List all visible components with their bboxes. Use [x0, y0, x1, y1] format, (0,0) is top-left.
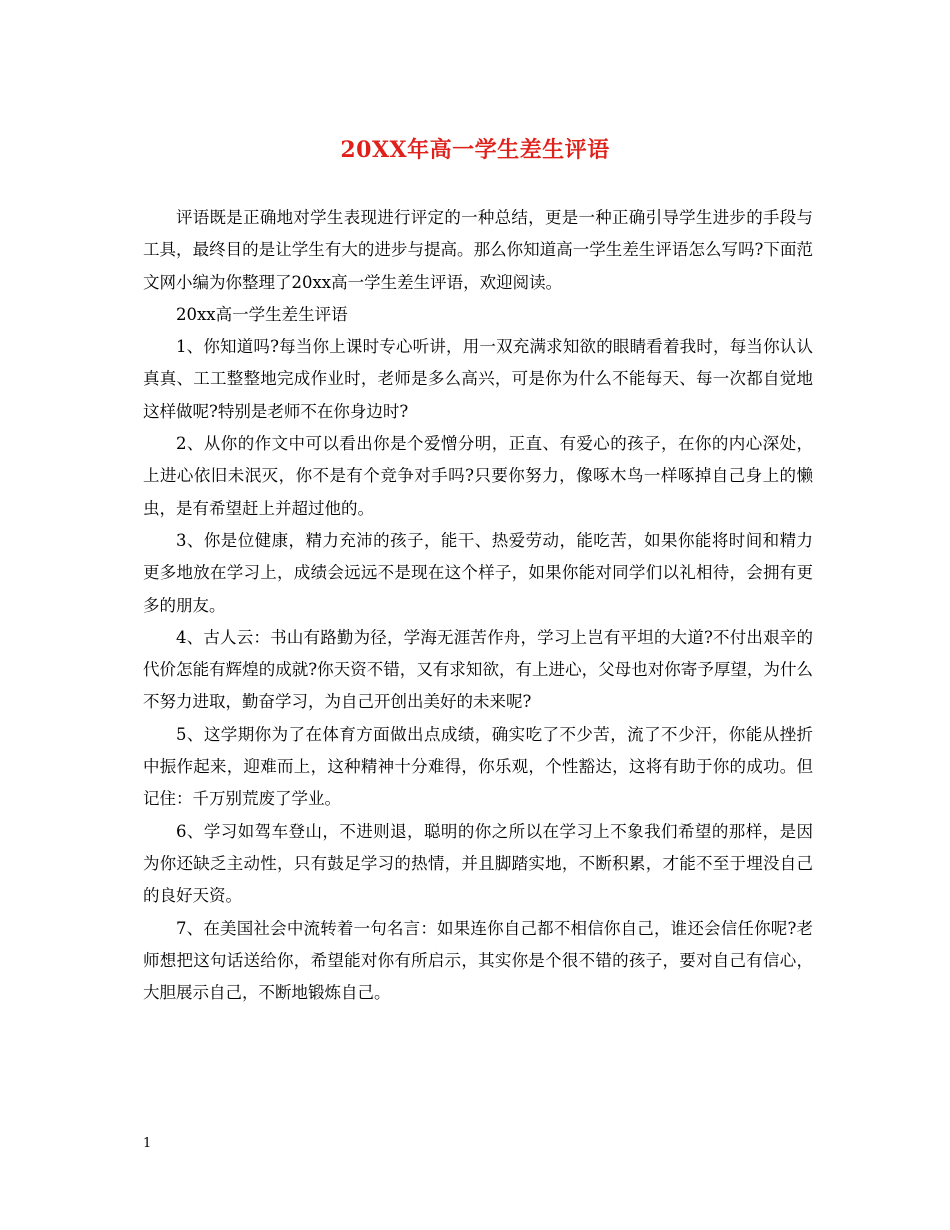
- comment-paragraph-7: 7、在美国社会中流转着一句名言：如果连你自己都不相信你自己，谁还会信任你呢?老师想把这句话送给你，希望能对你有所启示，其实你是个很不错的孩子，要对自己有信心，大胆展示自己，不断地锻炼自己。: [143, 918, 813, 1003]
- comment-paragraph-6: 6、学习如驾车登山，不进则退，聪明的你之所以在学习上不象我们希望的那样，是因为你还缺乏主动性，只有鼓足学习的热情，并且脚踏实地，不断积累，才能不至于埋没自己的良好天资。: [143, 821, 813, 906]
- document-title: 20XX年高一学生差生评语: [340, 137, 610, 163]
- comment-paragraph-2: 2、从你的作文中可以看出你是个爱憎分明，正直、有爱心的孩子，在你的内心深处，上进心依旧未泯灭，你不是有个竞争对手吗?只要你努力，像啄木鸟一样啄掉自己身上的懒虫，是有希望赶上并超过他的。: [143, 434, 813, 518]
- comment-paragraph-5: 5、这学期你为了在体育方面做出点成绩，确实吃了不少苦，流了不少汗，你能从挫折中振作起来，迎难而上，这种精神十分难得，你乐观，个性豁达，这将有助于你的成功。但记住：千万别荒废了学业。: [143, 724, 813, 809]
- comment-paragraph-1: 1、你知道吗?每当你上课时专心听讲，用一双充满求知欲的眼睛看着我时，每当你认认真真、工工整整地完成作业时，老师是多么高兴，可是你为什么不能每天、每一次都自觉地这样做呢?特别是老师不在你身边时?: [143, 337, 813, 421]
- document-body: [143, 202, 813, 1009]
- page-number: 1: [143, 1136, 152, 1151]
- section-heading: 20xx高一学生差生评语: [176, 304, 348, 324]
- intro-paragraph: 评语既是正确地对学生表现进行评定的一种总结，更是一种正确引导学生进步的手段与工具，最终目的是让学生有大的进步与提高。那么你知道高一学生差生评语怎么写吗?下面范文网小编为你整理了20xx高一学生差生评语，欢迎阅读。: [143, 208, 813, 292]
- comment-paragraph-4: 4、古人云：书山有路勤为径，学海无涯苦作舟，学习上岂有平坦的大道?不付出艰辛的代价怎能有辉煌的成就?你天资不错，又有求知欲，有上进心，父母也对你寄予厚望，为什么不努力进取，勤奋学习，为自己开创出美好的未来呢?: [143, 627, 813, 712]
- comment-paragraph-3: 3、你是位健康，精力充沛的孩子，能干、热爱劳动，能吃苦，如果你能将时间和精力更多地放在学习上，成绩会远远不是现在这个样子，如果你能对同学们以礼相待，会拥有更多的朋友。: [143, 530, 813, 615]
